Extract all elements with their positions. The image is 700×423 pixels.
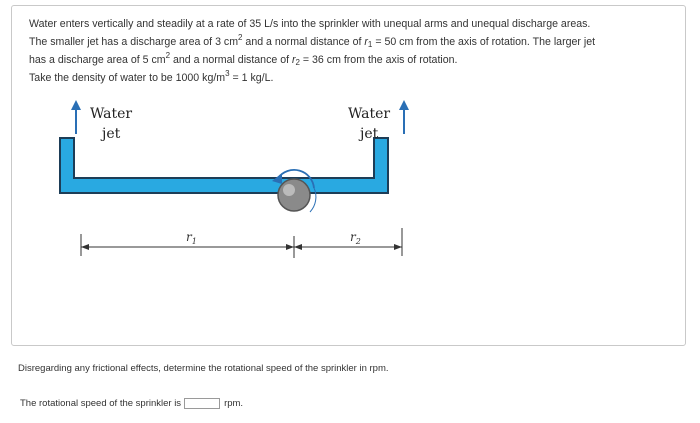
question-text: Disregarding any frictional effects, determine the rotational speed of the sprinkler in rpm. <box>18 363 389 374</box>
problem-statement <box>29 15 669 87</box>
r1-arrowhead-left <box>81 244 89 250</box>
right-jet-label-line1: Water <box>348 106 391 122</box>
sprinkler-water-body <box>60 138 388 193</box>
rotational-speed-input[interactable] <box>184 398 220 409</box>
problem-line-4: Take the density of water to be 1000 $kg/m^3 = 1$ kg/L. <box>29 69 274 84</box>
problem-panel <box>11 5 686 346</box>
problem-line-3: has a discharge area of 5 $cm^2$ and a normal distance of $r_2 = 36$ cm from the axis of rotation. <box>29 51 458 67</box>
left-jet-label-line2: jet <box>102 126 121 142</box>
rotation-hub <box>278 179 310 211</box>
left-jet-label-line1: Water <box>90 106 133 122</box>
left-jet-arrowhead <box>71 100 81 110</box>
problem-line-2: The smaller jet has a discharge area of 3 $cm^2$ and a normal distance of $r_1 = 50$ cm from the axis of rotation. The larger jet <box>29 33 596 49</box>
answer-unit: rpm. <box>224 398 244 409</box>
problem-line-1: Water enters vertically and steadily at a rate of 35 L/s into the sprinkler with unequal arms and unequal discharge areas. <box>29 18 591 30</box>
r2-arrowhead-right <box>394 244 402 250</box>
answer-row <box>20 398 243 409</box>
right-jet-arrowhead <box>399 100 409 110</box>
r1-label: $r_1$ <box>186 230 197 246</box>
r1-arrowhead-right <box>286 244 294 250</box>
sprinkler-diagram <box>52 96 432 276</box>
rotation-hub-highlight <box>283 184 295 196</box>
answer-prefix: The rotational speed of the sprinkler is <box>20 398 182 409</box>
r2-label: $r_2$ <box>350 230 361 246</box>
right-jet-label-line2: jet <box>360 126 379 142</box>
r2-arrowhead-left <box>294 244 302 250</box>
